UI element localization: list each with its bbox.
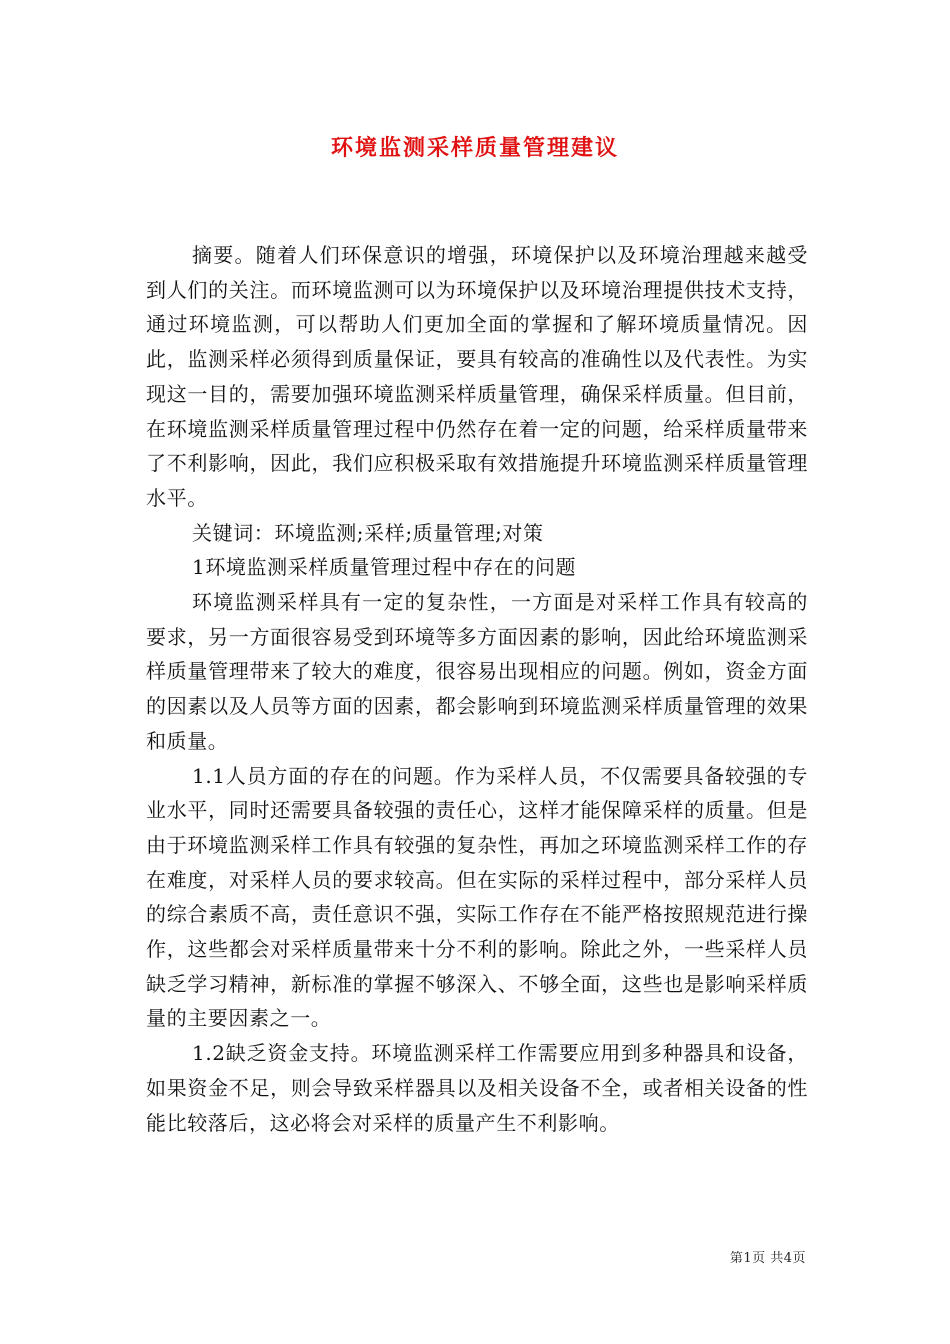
body-paragraph: 1.1人员方面的存在的问题。作为采样人员，不仅需要具备较强的专业水平，同时还需要具备较强的责任心，这样才能保障采样的质量。但是由于环境监测采样工作具有较强的复杂性，再加之环境监测采样工作的存在难度，对采样人员的要求较高。但在实际的采样过程中，部分采样人员的综合素质不高，责任意识不强，实际工作存在不能严格按照规范进行操作，这些都会对采样质量带来十分不利的影响。除此之外，一些采样人员缺乏学习精神，新标准的掌握不够深入、不够全面，这些也是影响采样质量的主要因素之一。 [146, 763, 808, 1031]
document-body [146, 238, 808, 1140]
keywords-paragraph: 关键词：环境监测;采样;质量管理;对策 [192, 520, 544, 545]
abstract-paragraph: 摘要。随着人们环保意识的增强，环境保护以及环境治理越来越受到人们的关注。而环境监测可以为环境保护以及环境治理提供技术支持，通过环境监测，可以帮助人们更加全面的掌握和了解环境质量情况。因此，监测采样必须得到质量保证，要具有较高的准确性以及代表性。为实现这一目的，需要加强环境监测采样质量管理，确保采样质量。但目前，在环境监测采样质量管理过程中仍然存在着一定的问题，给采样质量带来了不利影响，因此，我们应积极采取有效措施提升环境监测采样质量管理水平。 [146, 243, 808, 510]
page-number-footer: 第1页 共4页 [729, 1251, 806, 1266]
document-title: 环境监测采样质量管理建议 [330, 135, 619, 161]
section-heading: 1环境监测采样质量管理过程中存在的问题 [192, 555, 577, 580]
body-paragraph: 环境监测采样具有一定的复杂性，一方面是对采样工作具有较高的要求，另一方面很容易受到环境等多方面因素的影响，因此给环境监测采样质量管理带来了较大的难度，很容易出现相应的问题。例如，资金方面的因素以及人员等方面的因素，都会影响到环境监测采样质量管理的效果和质量。 [146, 590, 808, 753]
body-paragraph: 1.2缺乏资金支持。环境监测采样工作需要应用到多种器具和设备，如果资金不足，则会导致采样器具以及相关设备不全，或者相关设备的性能比较落后，这必将会对采样的质量产生不利影响。 [146, 1041, 808, 1135]
